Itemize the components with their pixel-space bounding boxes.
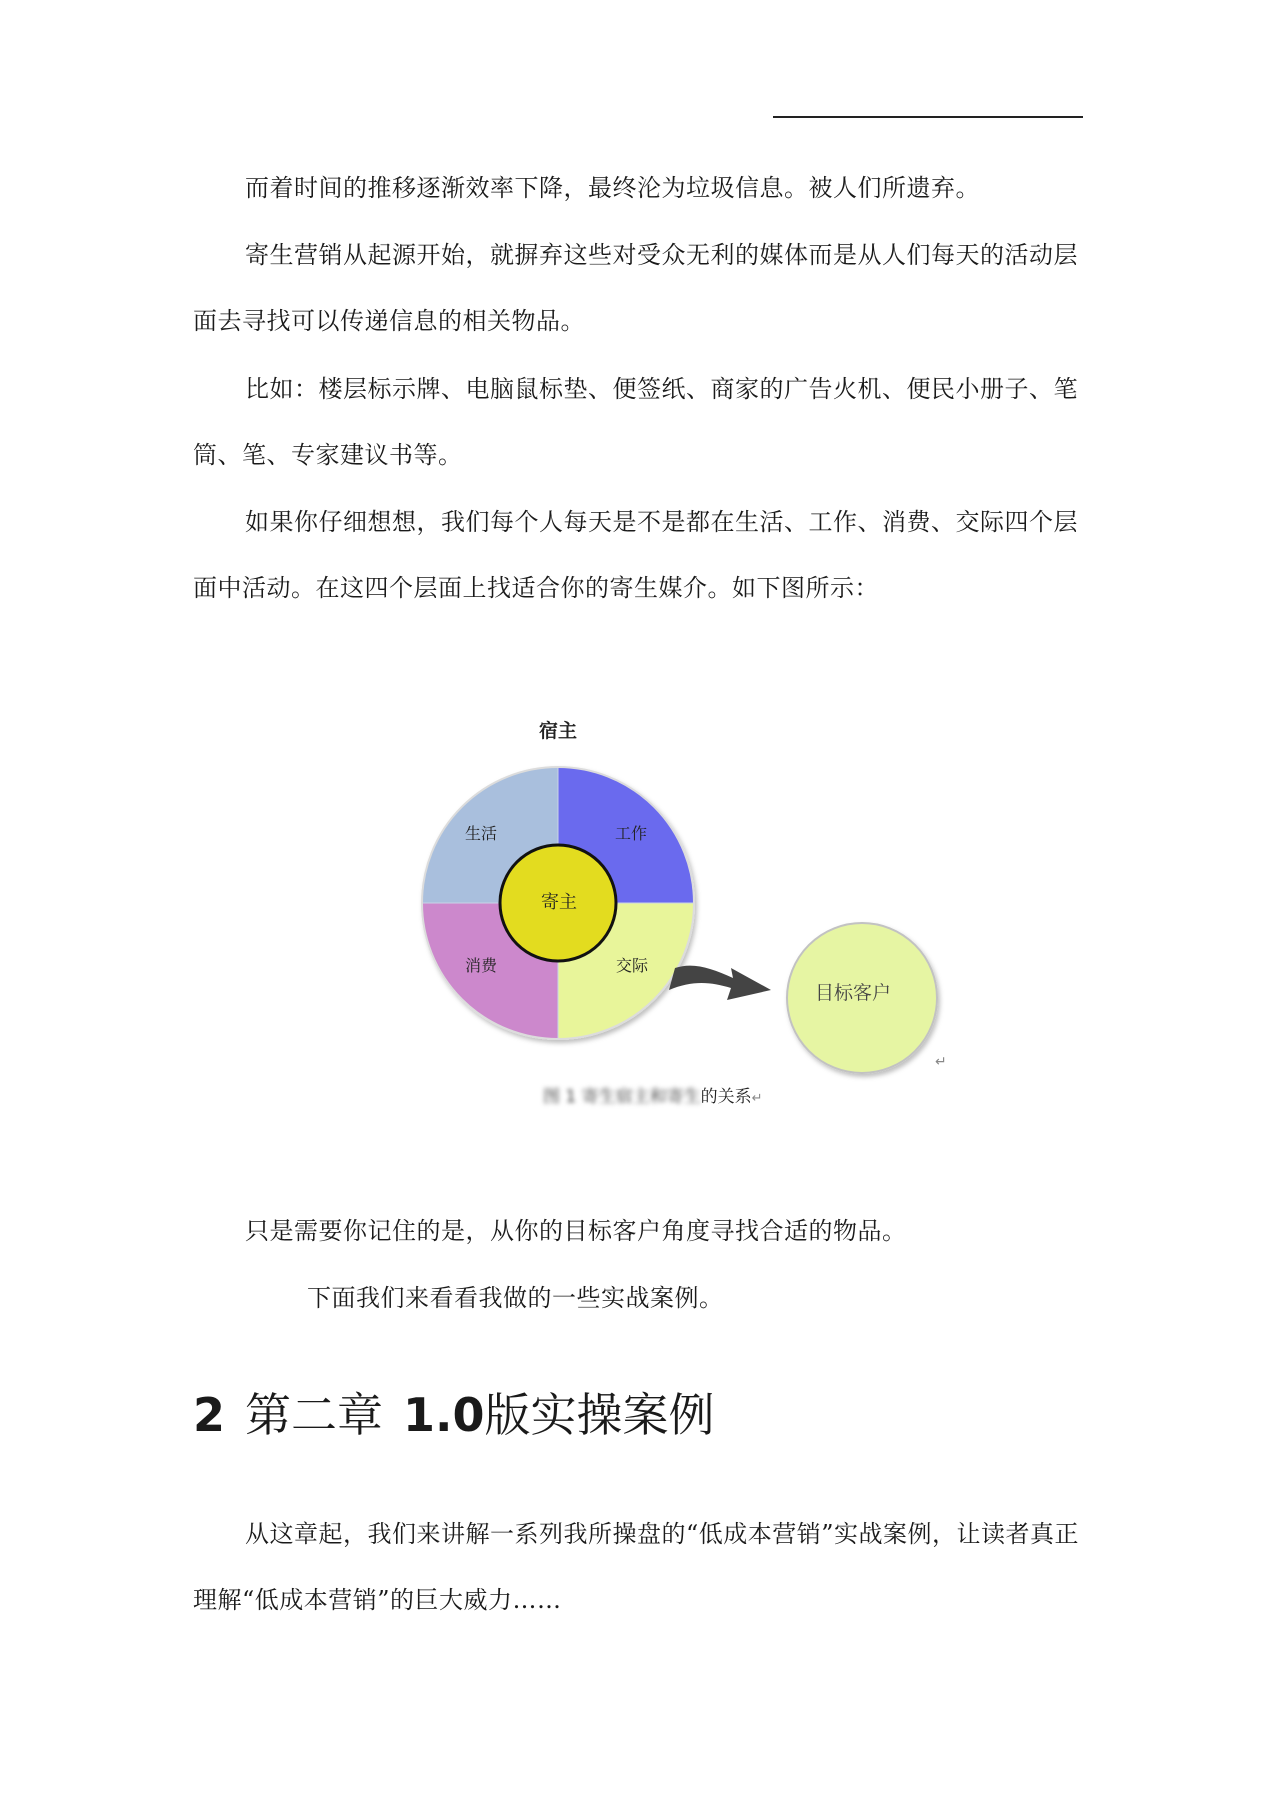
label-parasite-host: 寄主 [541, 892, 577, 913]
chapter-title-prefix: 第二章 [245, 1388, 384, 1442]
paragraph-5: 只是需要你记住的是，从你的目标客户角度寻找合适的物品。 [245, 1217, 907, 1245]
caption-blurred-text: 图 1 寄生宿主和寄生 [543, 1087, 701, 1107]
label-host: 宿主 [539, 720, 578, 742]
paragraph-7: 从这章起，我们来讲解一系列我所操盘的“低成本营销”实战案例，让读者真正理解“低成本营销”的巨大威力…… [193, 1520, 1080, 1614]
paragraph-6-text: 下面我们来看看我做的一些实战案例。 [307, 1284, 724, 1312]
paragraph-1: 而着时间的推移逐渐效率下降，最终沦为垃圾信息。被人们所遗弃。 [245, 174, 980, 202]
caption-return-mark: ↵ [751, 1091, 763, 1106]
label-target-customer: 目标客户 [815, 982, 892, 1004]
paragraph-4: 如果你仔细想想，我们每个人每天是不是都在生活、工作、消费、交际四个层面中活动。在这四个层面上找适合你的寄生媒介。如下图所示： [193, 508, 1078, 602]
diagram-graphic [393, 700, 963, 1120]
label-social: 交际 [616, 956, 649, 975]
host-parasite-diagram [393, 700, 963, 1120]
label-consume: 消费 [465, 956, 498, 975]
chapter-number: 2 [193, 1388, 226, 1442]
paragraph-3: 比如：楼层标示牌、电脑鼠标垫、便签纸、商家的广告火机、便民小册子、笔筒、笔、专家建议书等。 [193, 375, 1078, 469]
chapter-version: 1.0 [403, 1388, 485, 1442]
chapter-heading [193, 1385, 715, 1445]
paragraph-6 [193, 1265, 1083, 1331]
caption-tail-text: 的关系 [700, 1087, 752, 1107]
arrow-connector [669, 966, 771, 1000]
paragraph-2: 寄生营销从起源开始，就摒弃这些对受众无利的媒体而是从人们每天的活动层面去寻找可以传递信息的相关物品。 [193, 241, 1078, 335]
label-life: 生活 [465, 824, 498, 843]
return-mark: ↵ [935, 1054, 947, 1070]
figure-caption [543, 1082, 763, 1107]
chapter-title-suffix: 版实操案例 [484, 1388, 715, 1442]
header-rule [773, 116, 1083, 118]
label-work: 工作 [615, 824, 648, 843]
